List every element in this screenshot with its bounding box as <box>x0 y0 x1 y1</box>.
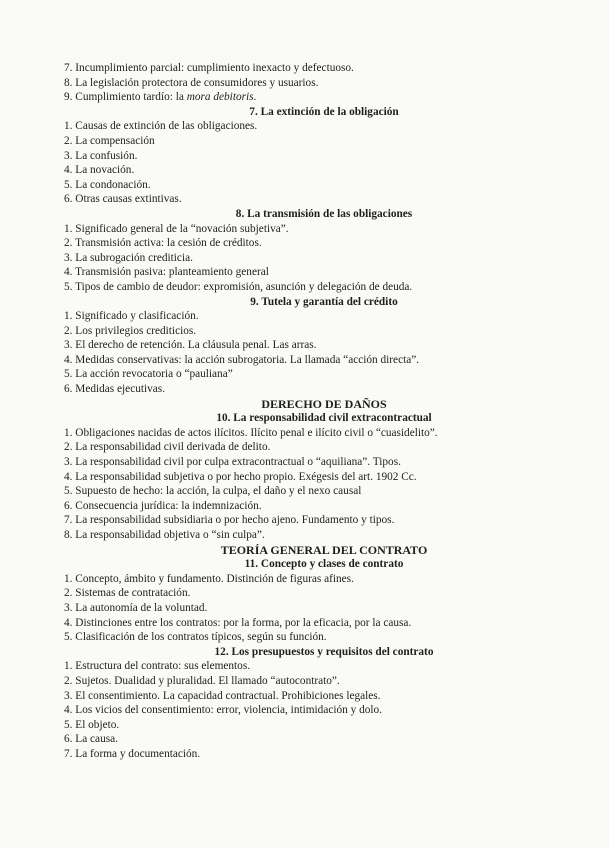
list-item: 7. La forma y documentación. <box>64 747 201 760</box>
section-heading: DERECHO DE DAÑOS <box>261 396 387 411</box>
list-item: 3. La confusión. <box>64 149 138 162</box>
list-item: 7. Incumplimiento parcial: cumplimiento inexacto y defectuoso. <box>64 62 354 74</box>
list-item: 3. La responsabilidad civil por culpa extracontractual o “aquiliana”. Tipos. <box>64 456 401 469</box>
list-item: 6. La causa. <box>64 733 118 746</box>
latin-term: mora debitoris <box>186 91 254 104</box>
list-item: 4. La responsabilidad subjetiva o por hecho propio. Exégesis del art. 1902 Cc. <box>64 470 417 483</box>
list-item: 2. Sujetos. Dualidad y pluralidad. El llamado “autocontrato”. <box>64 674 340 687</box>
list-item: 6. Consecuencia jurídica: la indemnización. <box>64 499 262 512</box>
list-item: 4. Los vicios del consentimiento: error, violencia, intimidación y dolo. <box>64 704 382 717</box>
list-item: 1. Causas de extinción de las obligaciones. <box>64 120 258 133</box>
list-item: 4. Medidas conservativas: la acción subrogatoria. La llamada “acción directa”. <box>64 353 420 366</box>
list-item: 4. La novación. <box>64 164 135 177</box>
list-item <box>64 90 544 105</box>
list-item: 5. La condonación. <box>64 178 151 191</box>
list-item: 1. Significado general de la “novación subjetiva”. <box>64 222 289 235</box>
list-item: 2. La responsabilidad civil derivada de delito. <box>64 441 271 454</box>
syllabus-content <box>64 61 544 762</box>
list-item: 3. La autonomía de la voluntad. <box>64 601 208 614</box>
list-item: 7. La responsabilidad subsidiaria o por hecho ajeno. Fundamento y tipos. <box>64 514 395 527</box>
list-item: 3. La subrogación crediticia. <box>64 251 193 264</box>
list-item: 1. Estructura del contrato: sus elementos. <box>64 660 251 673</box>
list-item: 1. Concepto, ámbito y fundamento. Distinción de figuras afines. <box>64 572 354 585</box>
list-item: 6. Medidas ejecutivas. <box>64 383 166 396</box>
section-heading: TEORÍA GENERAL DEL CONTRATO <box>220 542 428 557</box>
list-item: 3. El consentimiento. La capacidad contractual. Prohibiciones legales. <box>64 689 381 702</box>
list-item: 5. La acción revocatoria o “pauliana” <box>64 368 233 381</box>
chapter-title: 8. La transmisión de las obligaciones <box>235 207 413 220</box>
list-item: 8. La legislación protectora de consumidores y usuarios. <box>64 76 319 89</box>
list-item-suffix: . <box>253 91 257 104</box>
list-item: 2. Sistemas de contratación. <box>64 587 191 600</box>
list-item: 1. Obligaciones nacidas de actos ilícitos. Ilícito penal e ilícito civil o “cuasidelito”. <box>64 426 438 439</box>
chapter-title: 10. La responsabilidad civil extracontractual <box>216 412 432 425</box>
list-item: 3. El derecho de retención. La cláusula penal. Las arras. <box>64 339 317 352</box>
list-item: 5. Supuesto de hecho: la acción, la culpa, el daño y el nexo causal <box>64 485 362 498</box>
list-item: 2. Los privilegios crediticios. <box>64 324 197 337</box>
chapter-title: 9. Tutela y garantía del crédito <box>250 295 398 308</box>
list-item: 4. Distinciones entre los contratos: por la forma, por la eficacia, por la causa. <box>64 616 412 629</box>
chapter-title: 11. Concepto y clases de contrato <box>244 558 404 571</box>
chapter-title: 7. La extinción de la obligación <box>249 105 399 118</box>
list-item: 5. Clasificación de los contratos típicos, según su función. <box>64 631 327 644</box>
list-item: 5. El objeto. <box>64 718 120 731</box>
list-item: 4. Transmisión pasiva: planteamiento general <box>64 266 269 279</box>
list-item: 5. Tipos de cambio de deudor: expromisión, asunción y delegación de deuda. <box>64 280 413 293</box>
list-item: 1. Significado y clasificación. <box>64 310 199 323</box>
list-item: 2. La compensación <box>64 134 155 147</box>
list-item: 2. Transmisión activa: la cesión de créditos. <box>64 237 262 250</box>
list-item: 8. La responsabilidad objetiva o “sin culpa”. <box>64 529 265 541</box>
chapter-title: 12. Los presupuestos y requisitos del contrato <box>214 645 434 658</box>
list-item-text: 9. Cumplimiento tardío: la <box>64 91 187 104</box>
list-item: 6. Otras causas extintivas. <box>64 193 182 206</box>
